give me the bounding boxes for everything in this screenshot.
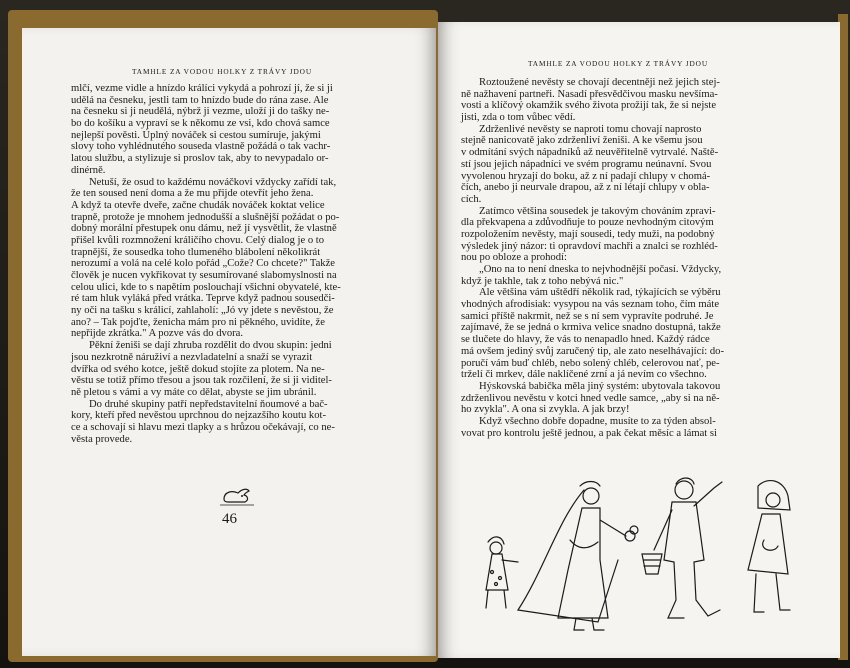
left-page-text-line: latou službu, a stylizuje si proslov tak, aby to nevypadalo or- [71,153,329,165]
left-page-text-line: Pěkní ženiši se dají zhruba rozdělit do dvou skupin: jedni [89,340,332,352]
right-page-text-line: Zdrženlivé nevěsty se naproti tomu chovají naprosto [479,123,702,135]
right-page-text-line: vyvolenou hryzají do boku, až z ní padají chlupy v chomá- [461,170,711,182]
left-page-text-line: na česneku si ji neudělá, nýbrž ji vezme, uloží ji do tašky ne- [71,106,330,118]
left-page-text-line: A když ta otevře dveře, začne chudák nováček koktat velice [71,199,325,211]
right-page-text-line: ho zvykla". A ona si zvykla. A jak brzy! [461,404,630,416]
right-page-text-line: jisti, zda o tom vůbec vědí. [461,112,576,124]
left-page-text-line: věsta provede. [71,433,133,445]
running-head-left: TAMHLE ZA VODOU HOLKY Z TRÁVY JDOU [132,67,312,76]
right-page-text-line: zdrženlivou nevěstu v kotci hned vedle samce, „aby si na ně- [461,392,720,404]
right-page-text-line: ně nažhavení partneři. Nasadí přesvědčivou masku nevšíma- [461,88,718,100]
right-page-text-line: samici příště nakrmit, než se s ní sem vypravíte podruhé. Je [461,310,714,322]
left-page-text-line: ny oči na tašku s králicí, zahlaholí: „Jó vy jdete s nevěstou, že [71,305,334,317]
right-page-text-line: Zatímco většina sousedek je takovým chováním zpravi- [479,205,716,217]
left-page-text-line: trapnější, že sousedka toho tlumeného blábolení několikrát [71,246,321,258]
right-page-text-line: trželí či mrkev, dále naklíčené zrní a já nevím co všechno. [461,369,707,381]
right-page-text-line: stí jsou jejich nápadníci ve svém programu neúnavní. Svou [461,158,712,170]
right-page-text-line: poručí vám buď chléb, nebo solený chléb, celerovou nať, pe- [461,357,720,369]
right-page-text-line: má ovšem jediný svůj zaručený tip, ale zato neselhávající: do- [461,345,724,357]
left-page-text-line: že ten soused není doma a že mu přijde otevřít jeho žena. [71,188,314,200]
right-page-text-line: vosti a klíčový okamžik svého života prožijí tak, že si nejste [461,100,717,112]
right-page-text-line: zajímavé, že se jedná o krmiva velice snadno dostupná, takže [461,322,721,334]
left-page-text-line: ně pletou s vámi a vy máte co dělat, abyste se jim ubránil. [71,386,317,398]
right-page-text-line: „Ono na to není dneska to nejvhodnější počasí. Vždycky, [479,264,722,275]
left-page-text-line: trapně, protože je mnohem jednodušší a slušnější požádat o po- [71,211,340,223]
left-page-text-line: dobný morální přestupek onu dámu, než jí vysvětlit, že vlastně [71,223,337,235]
left-page-text-line: přišel kvůli rozmnožení králičího chovu. Celý dialog je o to [71,234,325,246]
left-page-text-line: mlčí, vezme vidle a hnízdo králíci vykydá a pohrozí jí, že si ji [71,83,333,94]
right-page-text-line: cích. [461,193,482,205]
left-page-text-line: Do druhé skupiny patří nepředstavitelní ňoumové a bač- [89,398,328,410]
left-page-text-line: slovy toho vyhlédnutého souseda vlastně požádá o tak vachr- [71,141,331,153]
right-page-text-line: Hýskovská babička měla jiný systém: ubytovala takovou [479,380,721,392]
right-page-text-line: nou po obloze a prohodí: [461,252,567,264]
left-page-text-line: ano? – Tak pojďte, ženicha mám pro ni pěkného, uvidíte, že [71,316,325,328]
right-page-text-line: Když všechno dobře dopadne, musíte to za týden absol- [479,415,716,427]
right-page-text-line: vhodných afrodisiak: vysypou na vás seznam toho, čím máte [461,299,720,311]
right-page-text-line: vovat pro kontrolu ještě jednou, a pak čekat měsíc a lámat si [461,427,717,439]
right-page-text-line: rozpoložením nevěsty, mají sousedi, tedy muži, na podobný [461,228,715,240]
right-page-text-line: stejně nanicovatě jako zdrženliví ženiši. A ke všemu jsou [461,135,703,147]
right-page-text-line: když je takhle, tak z toho nebývá nic." [461,275,624,287]
left-page-text-line: kory, kteří před nevěstou uprchnou do nejzazšího koutu kot- [71,410,326,422]
right-page-text-line: čích, anebo ji neurvale drapou, až z ní létají chlupy v obla- [461,182,710,194]
left-page [22,28,436,656]
wedding-procession-illustration [458,450,818,650]
left-page-text-line: udělá na česneku, jestli tam to hnízdo bude do rána zase. Ale [71,94,329,106]
right-page-text-line: Ale většina vám uštědří několik rad, týkajících se výběru [479,287,721,299]
left-page-text-line: nerozumí a volá na celé kolo pořád „Cože? Co chcete?" Takže [71,258,335,270]
left-page-text-line: celou ulici, kde to s napětím poslouchají všichni obyvatelé, kte- [71,281,341,293]
left-page-text-line: ce a schovají si hlavu mezi tlapky a s hrůzou očekávají, co ne- [71,421,335,433]
right-page-text-line: v odmítání svých nápadníků až neuvěřitelně vytrvalé. Naště- [461,147,719,159]
left-page-text-line: dinérně. [71,164,106,176]
left-page-text-line: bo do košíku a vypraví se k někomu ze vsi, kdo chová samce [71,118,330,130]
left-page-text-line: nejlepší pověsti. Úplný nováček si cestou sumíruje, jakými [71,129,321,141]
ornament-rabbit-icon [218,483,256,507]
right-page-text [461,77,796,439]
page-number: 46 [222,511,237,527]
left-page-text [71,83,411,445]
left-page-text-line: ré tam hluk vyláká před vrátka. Teprve když padnou sousedči- [71,293,335,305]
right-page-text-line: Roztoužené nevěsty se chovají decentněji než jejich stej- [479,77,720,88]
left-page-text-line: Netuší, že osud to každému nováčkovi vždycky zařídí tak, [89,176,337,188]
running-head-right: TAMHLE ZA VODOU HOLKY Z TRÁVY JDOU [528,59,708,68]
right-page-text-line: výsledek jiný názor: ti opravdoví machři a znalci se rozhléd- [461,240,718,252]
right-page-text-line: dla překvapena a zdůvodňuje to pouze nevhodným citovým [461,217,714,229]
left-page-text-line: nepřijde zkrátka." A pozve vás do dvora. [71,328,244,340]
left-page-text-line: věstu se totiž přímo třesou a jsou tak rozčilení, že si ji viditel- [71,375,332,387]
left-page-text-line: dvířka od svého kotce, ještě dokud stojíte za plotem. Na ne- [71,363,325,375]
right-page [438,22,840,658]
left-page-text-line: člověk je nucen vykřikovat ty sesumírované slabomyslnosti na [71,270,337,281]
right-page-text-line: se tlučete do hlavy, že vás to nenapadlo hned. Každý rádce [461,334,710,346]
left-page-text-line: jsou nezkrotně náruživí a nezvladatelní a snaží se vyrazit [71,351,313,363]
